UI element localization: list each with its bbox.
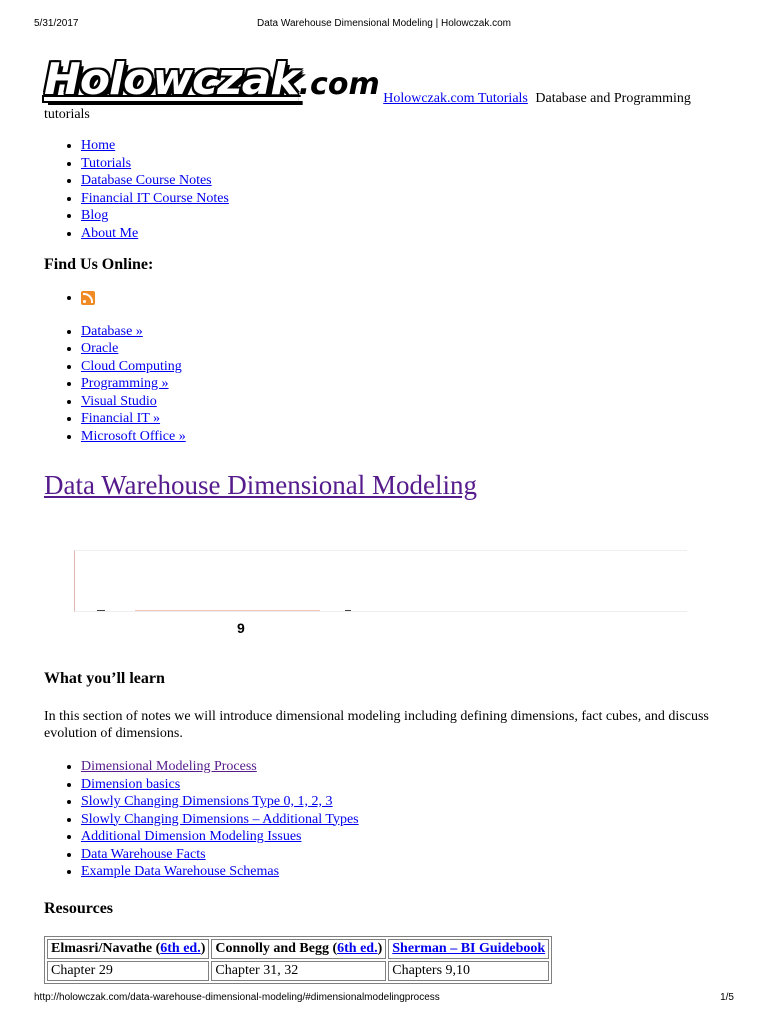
article-title <box>44 470 734 501</box>
category-nav <box>44 323 734 446</box>
connolly-edition-link[interactable]: 6th ed. <box>337 941 378 956</box>
table-row <box>47 961 549 981</box>
learn-heading: What you’ll learn <box>44 670 165 687</box>
category-item <box>81 323 734 341</box>
embed-progress-mark <box>135 610 320 611</box>
article-toc <box>44 758 731 881</box>
find-us-heading: Find Us Online: <box>44 256 154 273</box>
category-item <box>81 410 734 428</box>
embedded-document-viewer[interactable] <box>74 550 687 612</box>
page-content <box>44 54 734 978</box>
category-item <box>81 428 734 446</box>
rss-icon[interactable] <box>81 291 95 305</box>
category-link-oracle[interactable]: Oracle <box>81 341 119 356</box>
social-item-rss <box>81 289 734 307</box>
category-item <box>81 358 734 376</box>
main-nav <box>44 137 734 242</box>
print-url: http://holowczak.com/data-warehouse-dimensional-modeling/#dimensionalmodelingprocess <box>34 992 440 1003</box>
toc-item <box>81 846 731 864</box>
intro-paragraph: In this section of notes we will introduce dimensional modeling including defining dimensions, fact cubes, and discuss evolution of dimensions. <box>44 709 709 741</box>
logo-suffix-text: .com <box>298 67 380 102</box>
nav-link-about[interactable]: About Me <box>81 225 139 241</box>
site-header <box>44 54 734 123</box>
toc-link-modeling-issues[interactable]: Additional Dimension Modeling Issues <box>81 829 302 844</box>
nav-link-financial-notes[interactable]: Financial IT Course Notes <box>81 190 229 206</box>
category-item <box>81 393 734 411</box>
nav-item-tutorials <box>81 155 734 173</box>
table-header-cell <box>211 939 386 959</box>
tutorials-link[interactable]: Holowczak.com Tutorials <box>383 91 528 106</box>
toc-link-basics[interactable]: Dimension basics <box>81 776 181 792</box>
table-cell: Chapter 29 <box>47 961 209 981</box>
category-link-visual-studio[interactable]: Visual Studio <box>81 393 157 409</box>
toc-link-facts[interactable]: Data Warehouse Facts <box>81 846 206 862</box>
table-header-cell <box>47 939 209 959</box>
header-text: Elmasri/Navathe ( <box>51 941 161 956</box>
site-tagline: Database and Programming tutorials <box>44 91 691 122</box>
category-item <box>81 375 734 393</box>
toc-item <box>81 793 731 811</box>
resources-table <box>44 936 552 984</box>
category-link-office[interactable]: Microsoft Office » <box>81 428 186 444</box>
header-text: ) <box>200 941 206 956</box>
print-date: 5/31/2017 <box>34 18 79 29</box>
table-cell: Chapters 9,10 <box>388 961 549 981</box>
nav-link-blog[interactable]: Blog <box>81 208 109 223</box>
toc-link-schemas[interactable]: Example Data Warehouse Schemas <box>81 864 280 879</box>
site-logo[interactable] <box>44 54 380 107</box>
nav-item-blog <box>81 207 734 225</box>
nav-item-database-notes <box>81 172 734 190</box>
nav-link-database-notes[interactable]: Database Course Notes <box>81 173 212 188</box>
sherman-guidebook-link[interactable]: Sherman – BI Guidebook <box>392 941 546 956</box>
print-page-number: 1/5 <box>720 992 734 1003</box>
toc-item <box>81 811 731 829</box>
print-title: Data Warehouse Dimensional Modeling | Holowczak.com <box>256 18 511 29</box>
embed-toolbar-mark <box>97 610 105 611</box>
category-link-database[interactable]: Database » <box>81 323 143 339</box>
embed-toolbar-mark <box>345 610 351 611</box>
header-text: Connolly and Begg ( <box>215 941 338 956</box>
category-link-financial-it[interactable]: Financial IT » <box>81 411 161 426</box>
nav-item-home <box>81 137 734 155</box>
category-link-programming[interactable]: Programming » <box>81 376 169 391</box>
social-list <box>44 289 734 307</box>
nav-link-home[interactable]: Home <box>81 138 116 153</box>
toc-link-scd-types[interactable]: Slowly Changing Dimensions Type 0, 1, 2, 3 <box>81 794 333 809</box>
nav-item-about <box>81 225 734 243</box>
toc-item <box>81 828 731 846</box>
toc-item <box>81 776 731 794</box>
header-text: ) <box>377 941 383 956</box>
article-title-link[interactable]: Data Warehouse Dimensional Modeling <box>44 470 477 500</box>
category-item <box>81 340 734 358</box>
resources-heading: Resources <box>44 900 114 917</box>
category-link-cloud[interactable]: Cloud Computing <box>81 358 182 374</box>
logo-main-text: Holowczak <box>44 54 299 105</box>
nav-link-tutorials[interactable]: Tutorials <box>81 155 132 171</box>
table-header-row <box>47 939 549 959</box>
table-cell: Chapter 31, 32 <box>211 961 386 981</box>
table-header-cell <box>388 939 549 959</box>
toc-link-scd-additional[interactable]: Slowly Changing Dimensions – Additional Types <box>81 811 359 827</box>
toc-item <box>81 863 731 881</box>
nav-item-financial-notes <box>81 190 734 208</box>
toc-link-process[interactable]: Dimensional Modeling Process <box>81 759 257 774</box>
toc-item <box>81 758 731 776</box>
elmasri-edition-link[interactable]: 6th ed. <box>160 941 201 956</box>
embed-page-count: 9 <box>237 620 245 636</box>
